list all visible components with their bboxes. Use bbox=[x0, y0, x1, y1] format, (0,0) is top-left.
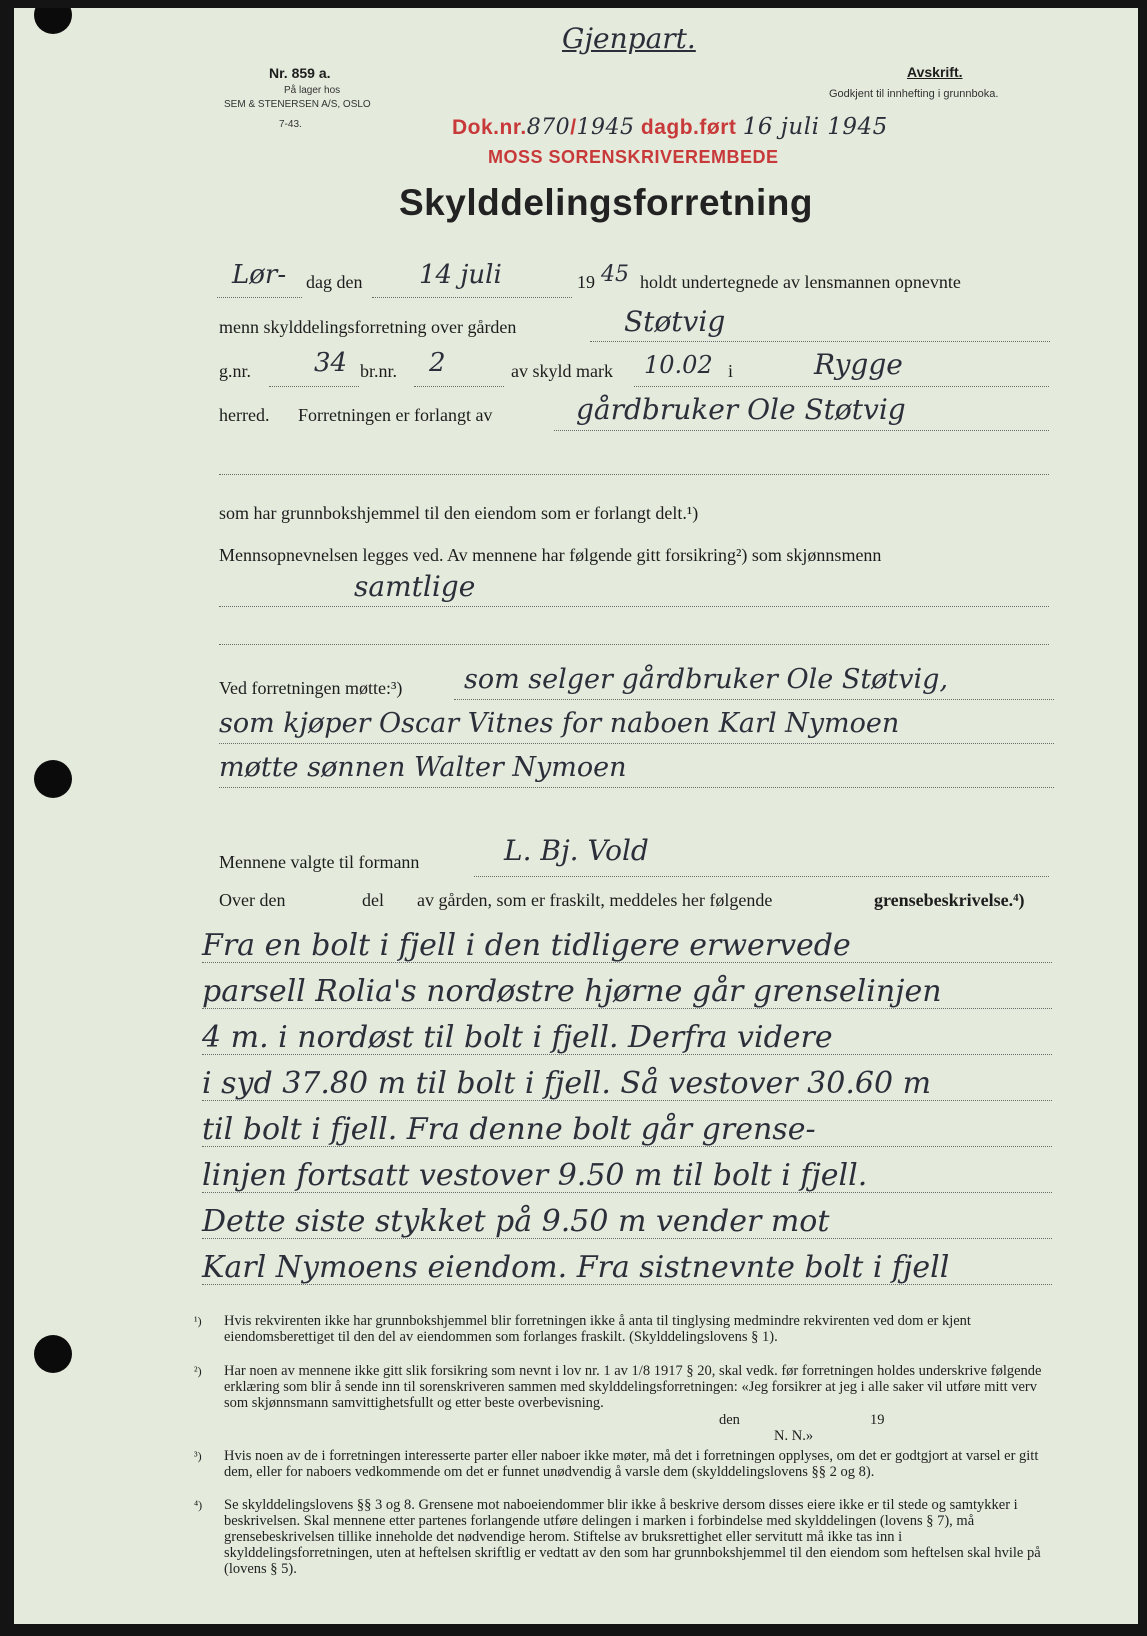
description-line-7: Dette siste stykket på 9.50 m vender mot bbox=[202, 1204, 830, 1239]
rule-skyld bbox=[634, 386, 1049, 387]
rule-formann bbox=[474, 876, 1049, 877]
rule-desc-8 bbox=[202, 1284, 1052, 1285]
municipality: Rygge bbox=[814, 348, 903, 381]
footnote-3-text: Hvis noen av de i forretningen interesserte parter eller naboer ikke møter, må det i forretningen opplyses, om det er godtgjort at varsel er gitt dem, eller for naboers vedkommende om det er funnet unødvendig å varsle dem (skylddelingslovens §§ 2 og 8). bbox=[224, 1448, 1039, 1480]
document-page bbox=[14, 8, 1138, 1624]
stamp-date: 16 juli 1945 bbox=[742, 114, 888, 140]
form-number: Nr. 859 a. bbox=[269, 65, 331, 81]
publisher-line-1: På lager hos bbox=[284, 85, 341, 96]
description-line-4: i syd 37.80 m til bolt i fjell. Så vestover 30.60 m bbox=[202, 1066, 932, 1101]
rule-desc-4 bbox=[202, 1100, 1052, 1101]
registration-stamp-line-1: Dok.nr.870/1945 dagb.ført 16 juli 1945 bbox=[452, 114, 888, 140]
rule-desc-7 bbox=[202, 1238, 1052, 1239]
description-line-3: 4 m. i nordøst til bolt i fjell. Derfra videre bbox=[202, 1020, 833, 1055]
over-label-1: Over den bbox=[219, 890, 286, 910]
farm-label: menn skylddelingsforretning over gården bbox=[219, 317, 517, 337]
footnote-2-19: 19 bbox=[870, 1412, 885, 1428]
rule-day bbox=[217, 297, 302, 298]
footnote-2-den: den bbox=[719, 1412, 740, 1428]
requested-label: Forretningen er forlangt av bbox=[298, 405, 493, 425]
menn-text: Mennsopnevnelsen legges ved. Av mennene har følgende gitt forsikring²) som skjønnsmenn bbox=[219, 545, 882, 565]
footnote-3 bbox=[194, 1448, 1054, 1480]
footnote-4 bbox=[194, 1497, 1054, 1577]
year-prefix: 19 bbox=[577, 272, 595, 292]
grense-label: grensebeskrivelse.⁴) bbox=[874, 890, 1025, 910]
rule-desc-1 bbox=[202, 962, 1052, 963]
rule-desc-2 bbox=[202, 1008, 1052, 1009]
skyld-label: av skyld mark bbox=[511, 361, 613, 381]
publisher-line-3: 7-43. bbox=[279, 119, 302, 130]
formann-hand: L. Bj. Vold bbox=[504, 834, 649, 867]
rule-menn bbox=[219, 606, 1049, 607]
footnote-2-text: Har noen av mennene ikke gitt slik forsikring som nevnt i lov nr. 1 av 1/8 1917 § 20, skal vedk. før forretningen holdes underskrive følgende erklæring som blir å sende inn til sorenskriveren sammen med skylddelingsforretningen: «Jeg forsikrer at jeg i alle saker vil utføre mitt verv som skjønnsmann samvittighetsfullt og etter beste overbevisning. bbox=[224, 1363, 1042, 1411]
stamp-dagb-label: dagb.ført bbox=[640, 116, 737, 139]
punch-hole-middle bbox=[34, 760, 72, 798]
rule-mote-1 bbox=[454, 699, 1054, 700]
gnr-label: g.nr. bbox=[219, 361, 252, 381]
date-hand: 14 juli bbox=[419, 260, 502, 290]
godkjent-note: Godkjent til innhefting i grunnboka. bbox=[829, 88, 999, 100]
footnote-4-text: Se skylddelingslovens §§ 3 og 8. Grensene mot naboeiendommer blir ikke å beskrive dersom disses eiere ikke er til stede og samtykker i beskrivelsen. Skal mennene etter partenes forlangende utføre delingen i marken i forbindelse med skylddelingen (lovens § 7), må grensebeskrivelsen tillike inneholde det nødvendige herom. Stiftelse av bruksrettighet eller servitutt må ikke tas inn i skylddelingsforretningen, uten at heftelsen skriftlig er vedtatt av den som har grunnbokshjemmel til den eiendom som heftelsen skal hvile på (lovens § 5). bbox=[224, 1497, 1041, 1577]
rule-desc-5 bbox=[202, 1146, 1052, 1147]
punch-hole-bottom bbox=[34, 1335, 72, 1373]
bnr-label: br.nr. bbox=[360, 361, 398, 381]
stamp-prefix: Dok.nr. bbox=[452, 116, 527, 139]
footnote-1 bbox=[194, 1313, 1054, 1345]
footnote-2-nn: N. N.» bbox=[774, 1428, 814, 1444]
rule-bnr bbox=[414, 386, 504, 387]
footnote-1-text: Hvis rekvirenten ikke har grunnbokshjemmel blir forretningen ikke å anta til tinglysing medmindre rekvirenten ved dom er kjent eiendomsberettiget til den del av eiendommen som forlanges fraskilt. (Skylddelingslovens § 1). bbox=[224, 1313, 971, 1345]
rule-farm bbox=[590, 341, 1050, 342]
rule-mote-3 bbox=[219, 787, 1054, 788]
requested-by: gårdbruker Ole Støtvig bbox=[576, 393, 906, 426]
avskrift-label: Avskrift. bbox=[907, 64, 963, 80]
menn-hand: samtlige bbox=[354, 570, 476, 603]
stamp-doc-number: 870 bbox=[526, 115, 571, 140]
bnr-value: 2 bbox=[429, 348, 446, 378]
description-line-6: linjen fortsatt vestover 9.50 m til bolt i fjell. bbox=[202, 1158, 868, 1193]
grunnbok-text: som har grunnbokshjemmel til den eiendom som er forlangt delt.¹) bbox=[219, 503, 699, 523]
rule-mote-2 bbox=[219, 743, 1054, 744]
description-line-8: Karl Nymoens eiendom. Fra sistnevnte bolt i fjell bbox=[202, 1250, 950, 1285]
herred-label: herred. bbox=[219, 405, 270, 425]
document-title: Skylddelingsforretning bbox=[399, 182, 813, 223]
registration-stamp-office: MOSS SORENSKRIVEREMBEDE bbox=[488, 147, 779, 167]
punch-hole-top bbox=[34, 8, 72, 34]
over-label-2: del bbox=[362, 890, 384, 910]
intro-text: holdt undertegnede av lensmannen opnevnte bbox=[640, 272, 961, 292]
rule-gnr bbox=[269, 386, 359, 387]
footnote-1-mark: ¹) bbox=[194, 1314, 202, 1328]
day-hand: Lør- bbox=[232, 260, 287, 290]
gjenpart-note: Gjenpart. bbox=[562, 22, 696, 55]
day-print: dag den bbox=[306, 272, 363, 292]
footnote-2 bbox=[194, 1363, 1054, 1411]
skyld-value: 10.02 bbox=[644, 351, 713, 379]
mote-line-1: som selger gårdbruker Ole Støtvig, bbox=[464, 664, 949, 695]
publisher-line-2: SEM & STENERSEN A/S, OSLO bbox=[224, 99, 371, 110]
footnote-2-mark: ²) bbox=[194, 1364, 202, 1378]
rule-date bbox=[372, 297, 572, 298]
mote-line-3: møtte sønnen Walter Nymoen bbox=[219, 752, 627, 783]
description-line-2: parsell Rolia's nordøstre hjørne går grenselinjen bbox=[202, 974, 942, 1009]
mote-line-2: som kjøper Oscar Vitnes for naboen Karl Nymoen bbox=[219, 708, 900, 739]
footnote-4-mark: ⁴) bbox=[194, 1498, 203, 1512]
formann-label: Mennene valgte til formann bbox=[219, 852, 420, 872]
rule-desc-3 bbox=[202, 1054, 1052, 1055]
rule-desc-6 bbox=[202, 1192, 1052, 1193]
rule-requested bbox=[554, 430, 1049, 431]
year-hand: 45 bbox=[601, 262, 629, 287]
farm-name: Støtvig bbox=[624, 305, 726, 338]
gnr-value: 34 bbox=[314, 348, 348, 378]
description-line-1: Fra en bolt i fjell i den tidligere erwervede bbox=[202, 928, 851, 963]
over-label-3: av gården, som er fraskilt, meddeles her følgende bbox=[417, 890, 773, 910]
rule-blank-1 bbox=[219, 474, 1049, 475]
stamp-year: 1945 bbox=[576, 115, 635, 140]
footnote-3-mark: ³) bbox=[194, 1449, 202, 1463]
i-label: i bbox=[728, 361, 734, 381]
mote-label: Ved forretningen møtte:³) bbox=[219, 678, 403, 698]
rule-blank-2 bbox=[219, 644, 1049, 645]
description-line-5: til bolt i fjell. Fra denne bolt går grense- bbox=[202, 1112, 816, 1147]
